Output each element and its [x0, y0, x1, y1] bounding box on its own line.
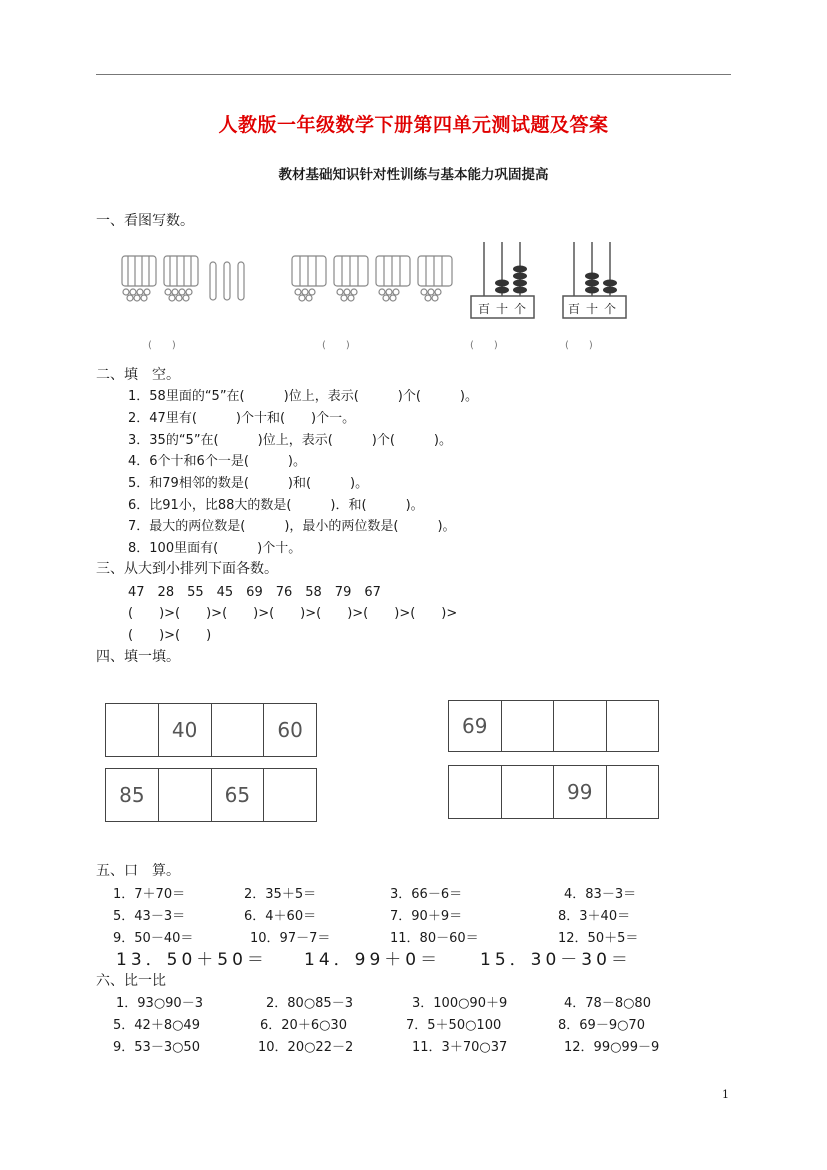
abacus-1-label-hundreds: 百 — [478, 302, 491, 316]
calc-item: 9．50－40＝ — [113, 931, 194, 946]
sort-answer-row-2: ( )>( ) — [128, 628, 212, 643]
answer-paren-4: ( ) — [565, 340, 593, 351]
calc-item-large: 14．99＋0＝ — [304, 950, 442, 970]
compare-item: 4．78－8○80 — [564, 996, 651, 1011]
number-grid-a — [105, 703, 317, 757]
answer-paren-1: ( ) — [148, 340, 176, 351]
grid-cell[interactable] — [264, 769, 316, 821]
calc-item: 1．7＋70＝ — [113, 887, 186, 902]
abacus-2-label-ones: 个 — [604, 302, 617, 316]
grid-cell[interactable] — [502, 701, 555, 751]
header-rule — [96, 74, 731, 75]
fill-item-7: 7．最大的两位数是( )，最小的两位数是( )。 — [128, 519, 456, 534]
abacus-2-label-hundreds: 百 — [568, 302, 581, 316]
compare-item: 3．100○90＋9 — [412, 996, 508, 1011]
compare-item: 9．53－3○50 — [113, 1040, 200, 1055]
page-number: 1 — [722, 1088, 729, 1101]
grid-cell[interactable] — [554, 701, 607, 751]
fill-item-6: 6．比91小，比88大的数是( )．和( )。 — [128, 498, 424, 513]
calc-item: 2．35＋5＝ — [244, 887, 317, 902]
compare-item: 12．99○99－9 — [564, 1040, 660, 1055]
grid-cell[interactable]: 85 — [106, 769, 159, 821]
fill-item-2: 2．47里有( )个十和( )个一。 — [128, 411, 356, 426]
page-title: 人教版一年级数学下册第四单元测试题及答案 — [218, 114, 609, 136]
fill-item-8: 8．100里面有( )个十。 — [128, 541, 302, 556]
number-grid-c — [105, 768, 317, 822]
calc-item-large: 13．50＋50＝ — [116, 950, 268, 970]
calc-item: 6．4＋60＝ — [244, 909, 317, 924]
compare-item: 8．69－9○70 — [558, 1018, 645, 1033]
fill-item-1: 1．58里面的“5”在( )位上，表示( )个( )。 — [128, 389, 478, 404]
answer-paren-3: ( ) — [470, 340, 498, 351]
grid-cell[interactable] — [502, 766, 555, 818]
compare-item: 7．5＋50○100 — [406, 1018, 502, 1033]
compare-item: 5．42＋8○49 — [113, 1018, 200, 1033]
grid-cell[interactable] — [449, 766, 502, 818]
calc-item: 11．80－60＝ — [390, 931, 479, 946]
sort-answer-row-1: ( )>( )>( )>( )>( )>( )>( )> — [128, 606, 458, 621]
section-6-heading: 六、比一比 — [96, 973, 166, 989]
abacus-2-label-tens: 十 — [586, 302, 599, 316]
abacus-1-label-tens: 十 — [496, 302, 509, 316]
grid-cell[interactable] — [607, 701, 659, 751]
compare-item: 1．93○90－3 — [116, 996, 203, 1011]
bundled-sticks-picture-1 — [118, 250, 258, 306]
grid-cell[interactable]: 99 — [554, 766, 607, 818]
number-grid-b — [448, 700, 659, 752]
grid-cell[interactable]: 65 — [212, 769, 265, 821]
calc-item: 3．66－6＝ — [390, 887, 463, 902]
grid-cell[interactable] — [607, 766, 659, 818]
compare-item: 6．20＋6○30 — [260, 1018, 347, 1033]
grid-cell[interactable] — [212, 704, 265, 756]
fill-item-3: 3．35的“5”在( )位上，表示( )个( )。 — [128, 433, 452, 448]
sort-numbers: 47 28 55 45 69 76 58 79 67 — [128, 585, 381, 600]
compare-item: 10．20○22－2 — [258, 1040, 354, 1055]
grid-cell[interactable]: 40 — [159, 704, 212, 756]
calc-item: 8．3＋40＝ — [558, 909, 631, 924]
section-5-heading: 五、口 算。 — [96, 863, 180, 879]
section-2-heading: 二、填 空。 — [96, 367, 180, 383]
compare-item: 11．3＋70○37 — [412, 1040, 508, 1055]
grid-cell[interactable]: 60 — [277, 718, 303, 742]
grid-cell[interactable] — [106, 704, 159, 756]
calc-item: 7．90＋9＝ — [390, 909, 463, 924]
fill-item-4: 4．6个十和6个一是( )。 — [128, 454, 306, 469]
number-grid-d — [448, 765, 659, 819]
calc-item: 4．83－3＝ — [564, 887, 637, 902]
section-1-heading: 一、看图写数。 — [96, 213, 194, 229]
calc-item: 5．43－3＝ — [113, 909, 186, 924]
fill-item-5: 5．和79相邻的数是( )和( )。 — [128, 476, 369, 491]
calc-item: 12．50＋5＝ — [558, 931, 639, 946]
answer-paren-2: ( ) — [322, 340, 350, 351]
bundled-sticks-picture-2 — [288, 250, 458, 306]
grid-cell[interactable]: 69 — [449, 701, 502, 751]
section-3-heading: 三、从大到小排列下面各数。 — [96, 561, 278, 577]
calc-item-large: 15．30－30＝ — [480, 950, 632, 970]
abacus-1-label-ones: 个 — [514, 302, 527, 316]
section-4-heading: 四、填一填。 — [96, 649, 180, 665]
page-subtitle: 教材基础知识针对性训练与基本能力巩固提高 — [278, 167, 549, 183]
calc-item: 10．97－7＝ — [250, 931, 331, 946]
grid-cell[interactable] — [159, 769, 212, 821]
compare-item: 2．80○85－3 — [266, 996, 353, 1011]
